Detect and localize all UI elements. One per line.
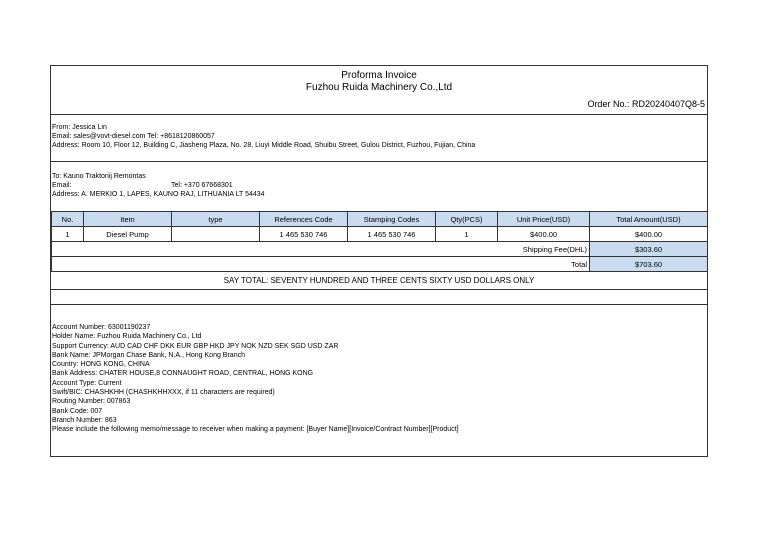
say-total: SAY TOTAL: SEVENTY HUNDRED AND THREE CENTS SIXTY USD DOLLARS ONLY bbox=[223, 276, 535, 285]
bank-account-number: Account Number: 63001190237 bbox=[52, 324, 151, 331]
items-table bbox=[51, 211, 708, 272]
from-name: From: Jessica Lin bbox=[52, 124, 107, 131]
cell-total-amount: $400.00 bbox=[590, 227, 708, 242]
column-header: type bbox=[172, 212, 260, 227]
column-header: No. bbox=[52, 212, 84, 227]
bank-name: Bank Name: JPMorgan Chase Bank, N.A., Hong Kong Branch bbox=[52, 351, 245, 359]
from-contact: Email: sales@vovt-diesel.com Tel: +8618120860057 bbox=[52, 133, 215, 140]
column-header: Total Amount(USD) bbox=[590, 212, 708, 227]
cell-item: Diesel Pump bbox=[84, 227, 172, 242]
column-header: Stamping Codes bbox=[348, 212, 436, 227]
cell-type bbox=[172, 227, 260, 242]
column-header: References Code bbox=[260, 212, 348, 227]
cell-stamping-code: 1 465 530 746 bbox=[348, 227, 436, 242]
order-number: Order No.: RD20240407Q8-5 bbox=[587, 99, 705, 109]
bank-country: Country: HONG KONG, CHINA bbox=[52, 361, 150, 369]
invoice-title: Proforma Invoice bbox=[341, 70, 417, 81]
table-header-row bbox=[52, 212, 708, 227]
to-name: To: Kauno Traktoriij Remontas bbox=[52, 173, 146, 180]
cell-qty: 1 bbox=[436, 227, 498, 242]
divider bbox=[51, 161, 707, 162]
bank-address: Bank Address: CHATER HOUSE,8 CONNAUGHT ROAD, CENTRAL, HONG KONG bbox=[52, 370, 314, 378]
column-header: Item bbox=[84, 212, 172, 227]
from-address: Address: Room 10, Floor 12, Building C, Jiasheng Plaza, No. 28, Liuyi Middle Road, Shuibu Street, Gulou District, Fuzhou, Fujian, China bbox=[52, 142, 476, 149]
bank-holder-name: Holder Name: Fuzhou Ruida Machinery Co., Ltd bbox=[52, 333, 202, 341]
table-row bbox=[52, 227, 708, 242]
to-email-label: Email: bbox=[52, 182, 72, 189]
cell-no: 1 bbox=[52, 227, 84, 242]
shipping-value: $303.60 bbox=[590, 242, 708, 257]
to-tel: Tel: +370 67668301 bbox=[171, 182, 233, 189]
bank-branch-number: Branch Number: 863 bbox=[52, 416, 117, 424]
payment-memo-note: Please include the following memo/message to receiver when making a payment: [Buyer Name][Invoice/Contract Number][Product] bbox=[52, 426, 459, 434]
bank-routing-number: Routing Number: 007863 bbox=[52, 398, 131, 406]
bank-details bbox=[52, 323, 459, 435]
total-row bbox=[52, 257, 708, 272]
column-header: Qty(PCS) bbox=[436, 212, 498, 227]
invoice-sheet bbox=[50, 65, 708, 457]
to-address: Address: A. MERKIO 1, LAPES, KAUNO RAJ, LITHUANIA LT 54434 bbox=[52, 191, 265, 198]
bank-account-type: Account Type: Current bbox=[52, 379, 122, 387]
cell-reference-code: 1 465 530 746 bbox=[260, 227, 348, 242]
bank-code: Bank Code: 007 bbox=[52, 407, 103, 415]
shipping-label: Shipping Fee(DHL) bbox=[52, 242, 590, 257]
shipping-row bbox=[52, 242, 708, 257]
divider bbox=[51, 114, 707, 115]
company-name: Fuzhou Ruida Machinery Co.,Ltd bbox=[305, 82, 453, 93]
column-header: Unit Price(USD) bbox=[498, 212, 590, 227]
total-value: $703.60 bbox=[590, 257, 708, 272]
bank-swift: Swift/BIC: CHASHKHH (CHASHKHHXXX, if 11 characters are required) bbox=[52, 389, 275, 397]
total-label: Total bbox=[52, 257, 590, 272]
cell-unit-price: $400.00 bbox=[498, 227, 590, 242]
bank-currencies: Support Currency: AUD CAD CHF DKK EUR GBP HKD JPY NOK NZD SEK SGD USD ZAR bbox=[52, 342, 339, 350]
divider bbox=[51, 289, 707, 290]
divider bbox=[51, 304, 707, 305]
